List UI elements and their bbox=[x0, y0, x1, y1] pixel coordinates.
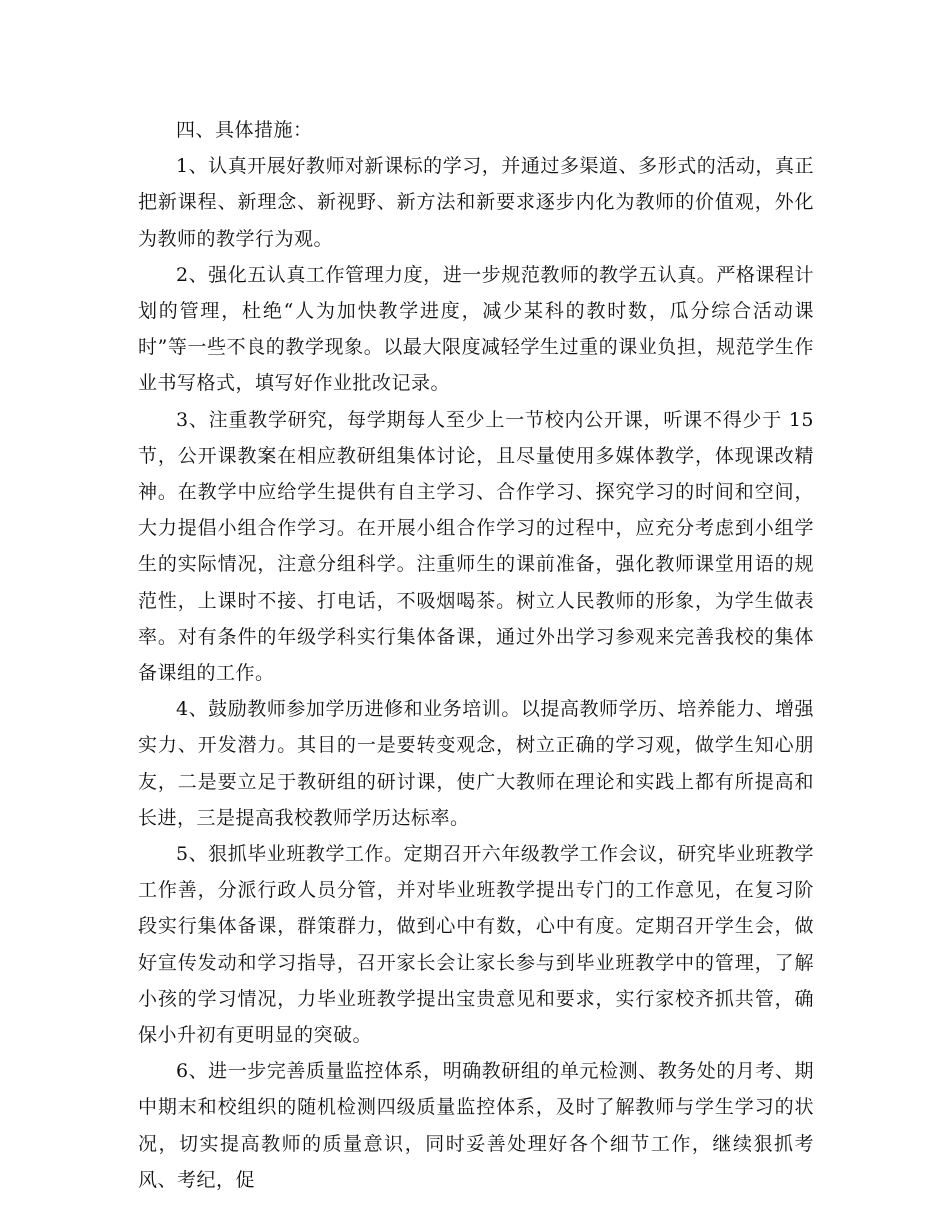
paragraph-2: 2、强化五认真工作管理力度，进一步规范教师的教学五认真。严格课程计划的管理，杜绝“人为加快教学进度，减少某科的教时数，瓜分综合活动课时”等一些不良的教学现象。以最大限度减轻学生过重的课业负担，规范学生作业书写格式，填写好作业批改记录。 bbox=[138, 263, 814, 395]
paragraph-3: 3、注重教学研究，每学期每人至少上一节校内公开课，听课不得少于 15 节，公开课教案在相应教研组集体讨论，且尽量使用多媒体教学，体现课改精神。在教学中应给学生提供有自主学习、合作学习、探究学习的时间和空间，大力提倡小组合作学习。在开展小组合作学习的过程中，应充分考虑到小组学生的实际情况，注意分组科学。注重师生的课前准备，强化教师课堂用语的规范性，上课时不接、打电话，不吸烟喝茶。树立人民教师的形象，为学生做表率。对有条件的年级学科实行集体备课，通过外出学习参观来完善我校的集体备课组的工作。 bbox=[138, 408, 814, 685]
document-body bbox=[138, 112, 814, 1198]
paragraph-6: 6、进一步完善质量监控体系，明确教研组的单元检测、教务处的月考、期中期末和校组织的随机检测四级质量监控体系，及时了解教师与学生学习的状况，切实提高教师的质量意识，同时妥善处理好各个细节工作，继续狠抓考风、考纪，促 bbox=[138, 1060, 814, 1191]
section-heading: 四、具体措施： bbox=[176, 119, 313, 141]
paragraph-1: 1、认真开展好教师对新课标的学习，并通过多渠道、多形式的活动，真正把新课程、新理念、新视野、新方法和新要求逐步内化为教师的价值观，外化为教师的教学行为观。 bbox=[138, 155, 814, 250]
paragraph-5: 5、狠抓毕业班教学工作。定期召开六年级教学工作会议，研究毕业班教学工作善，分派行政人员分管，并对毕业班教学提出专门的工作意见，在复习阶段实行集体备课，群策群力，做到心中有数，心中有度。定期召开学生会，做好宣传发动和学习指导，召开家长会让家长参与到毕业班教学中的管理，了解小孩的学习情况，力毕业班教学提出宝贵意见和要求，实行家校齐抓共管，确保小升初有更明显的突破。 bbox=[138, 843, 814, 1047]
paragraph-4: 4、鼓励教师参加学历进修和业务培训。以提高教师学历、培养能力、增强实力、开发潜力。其目的一是要转变观念，树立正确的学习观，做学生知心朋友，二是要立足于教研组的研讨课，使广大教师在理论和实践上都有所提高和长进，三是提高我校教师学历达标率。 bbox=[138, 698, 814, 829]
